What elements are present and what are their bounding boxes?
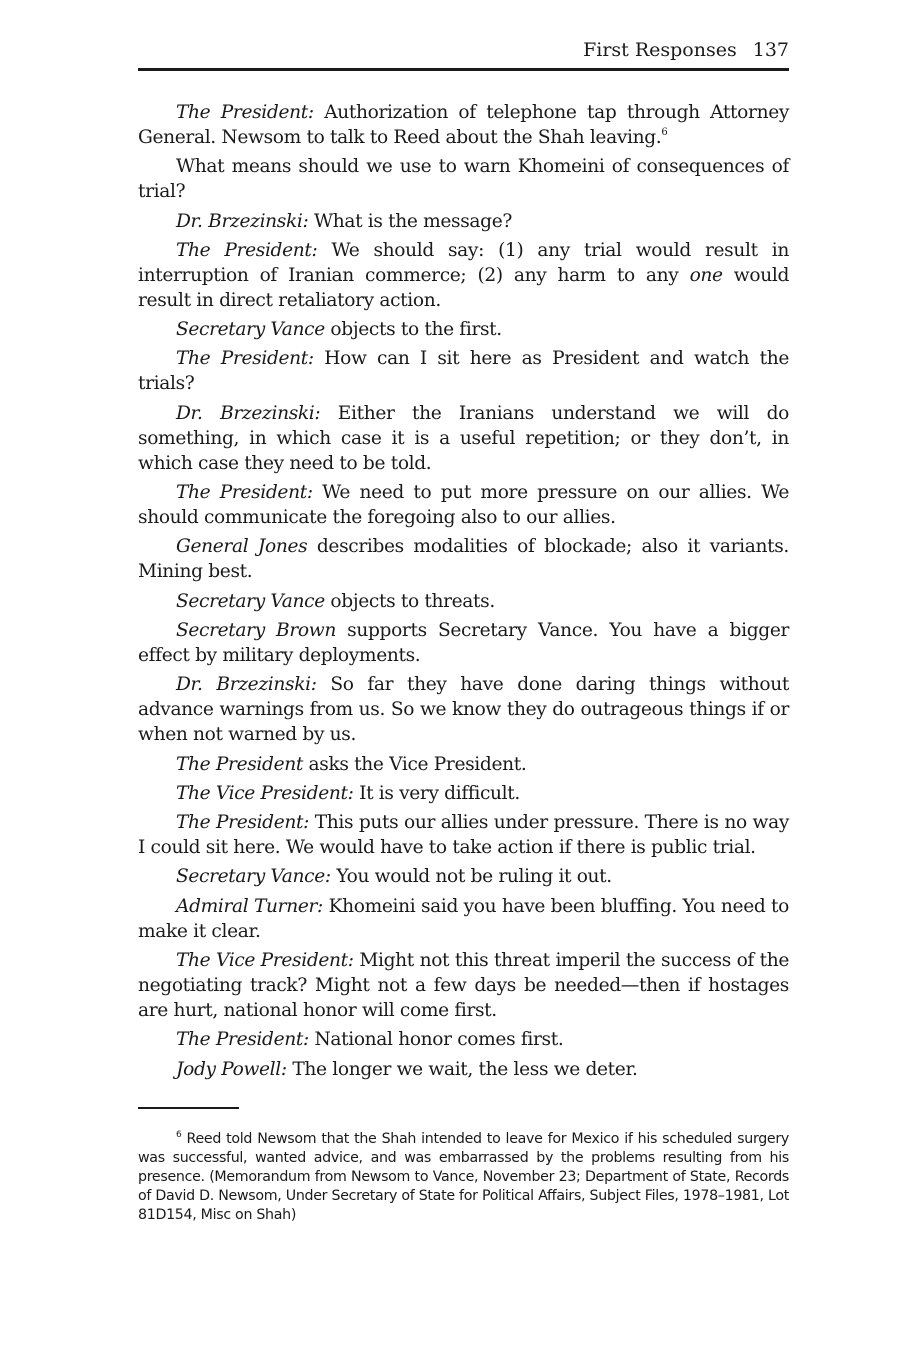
speaker-name: The President: (176, 812, 310, 834)
speaker-name: The President: (176, 1029, 309, 1051)
footnote-text: Reed told Newsom that the Shah intended to leave for Mexico if his scheduled surgery was successful, wanted advice, and was embarrassed by the problems resulting from his presence. (Memorandum from Newsom to Vance, November 23; Department of State, Records of David D. Newsom, Under Secretary of State for Political Affairs, Subject Files, 1978–1981, Lot 81D154, Misc on Shah) (138, 1131, 789, 1223)
speaker-name: General Jones (176, 536, 308, 558)
paragraph (138, 1057, 789, 1082)
paragraph (138, 781, 789, 806)
paragraph (138, 864, 789, 889)
speaker-name: Dr. Brzezinski: (176, 674, 317, 696)
paragraph-text: It is very difficult. (353, 782, 520, 804)
paragraph (138, 100, 789, 150)
paragraph (138, 209, 789, 234)
paragraph (138, 589, 789, 614)
paragraph-text: objects to the first. (324, 319, 502, 341)
speaker-name: The President: (176, 102, 314, 123)
speaker-name: Secretary Vance (176, 590, 325, 612)
footnote-rule (138, 1107, 239, 1109)
running-head-title: First Responses (583, 39, 737, 61)
speaker-name: The Vice President: (176, 950, 354, 972)
paragraph (138, 948, 789, 1023)
speaker-name: The Vice President: (176, 782, 354, 804)
speaker-name: Dr. Brzezinski: (176, 402, 321, 424)
speaker-name: Dr. Brzezinski: (176, 210, 309, 232)
paragraph-text: The longer we wait, the less we deter. (286, 1058, 638, 1080)
speaker-name: Jody Powell: (176, 1058, 287, 1080)
speaker-name: The President: (176, 239, 318, 261)
paragraph (138, 534, 789, 584)
paragraph-text: describes modalities of blockade; also it variants. Mining best. (138, 536, 789, 583)
paragraph-text: would result in direct retaliatory action. (138, 264, 789, 311)
paragraph (138, 480, 789, 530)
paragraph-text: How can I sit here as President and watch the trials? (138, 348, 789, 395)
speaker-name: The President: (176, 482, 313, 504)
footnote-number: 6 (176, 1130, 182, 1140)
page-number: 137 (752, 39, 789, 61)
paragraph-text: This puts our allies under pressure. There is no way I could sit here. We would have to take action if there is public trial. (138, 812, 789, 859)
document-page (138, 0, 789, 1351)
paragraph (138, 1027, 789, 1052)
paragraph-text: Authorization of telephone tap through Attorney General. Newsom to talk to Reed about the Shah leaving. (138, 102, 789, 148)
paragraph-text: We need to put more pressure on our allies. We should communicate the foregoing also to our allies. (138, 482, 789, 529)
speaker-name: Secretary Vance: (176, 866, 331, 888)
speaker-name: Admiral Turner: (176, 895, 323, 917)
paragraph-text: What is the message? (308, 210, 512, 232)
speaker-name: The President: (176, 348, 314, 370)
paragraph (138, 401, 789, 476)
paragraph (138, 752, 789, 777)
paragraph (138, 154, 789, 204)
paragraph-text: Either the Iranians understand we will do something, in which case it is a useful repetition; or they don’t, in which case they need to be told. (138, 402, 789, 474)
paragraph-text: Might not this threat imperil the success of the negotiating track? Might not a few days be needed—then if hostages are hurt, national honor will come first. (138, 950, 789, 1022)
paragraph (138, 810, 789, 860)
paragraph-text: You would not be ruling it out. (330, 866, 612, 888)
header-rule (138, 68, 789, 71)
paragraph (138, 672, 789, 747)
speaker-name: Secretary Vance (176, 319, 325, 341)
paragraph-text: objects to threats. (324, 590, 495, 612)
speaker-name: Secretary Brown (176, 619, 336, 641)
paragraph-text: asks the Vice President. (303, 753, 527, 775)
paragraph (138, 317, 789, 342)
paragraph-text: Khomeini said you have been bluffing. You need to make it clear. (138, 895, 789, 942)
footnote (138, 1130, 789, 1225)
paragraph-text: So far they have done daring things without advance warnings from us. So we know they do outrageous things if or when not warned by us. (138, 674, 789, 746)
emphasized-word: one (689, 264, 723, 286)
paragraph (138, 894, 789, 944)
body-text (138, 100, 789, 1086)
paragraph-text: What means should we use to warn Khomeini of consequences of trial? (138, 156, 789, 203)
paragraph-text: We should say: (1) any trial would result in interruption of Iranian commerce; (2) any harm to any (138, 239, 789, 286)
footnote-reference: 6 (661, 127, 668, 138)
paragraph-text: National honor comes first. (308, 1029, 564, 1051)
paragraph-text: supports Secretary Vance. You have a bigger effect by military deployments. (138, 619, 790, 666)
paragraph (138, 346, 789, 396)
paragraph (138, 618, 789, 668)
running-head (583, 37, 789, 63)
paragraph (138, 238, 789, 313)
speaker-name: The President (176, 753, 303, 775)
